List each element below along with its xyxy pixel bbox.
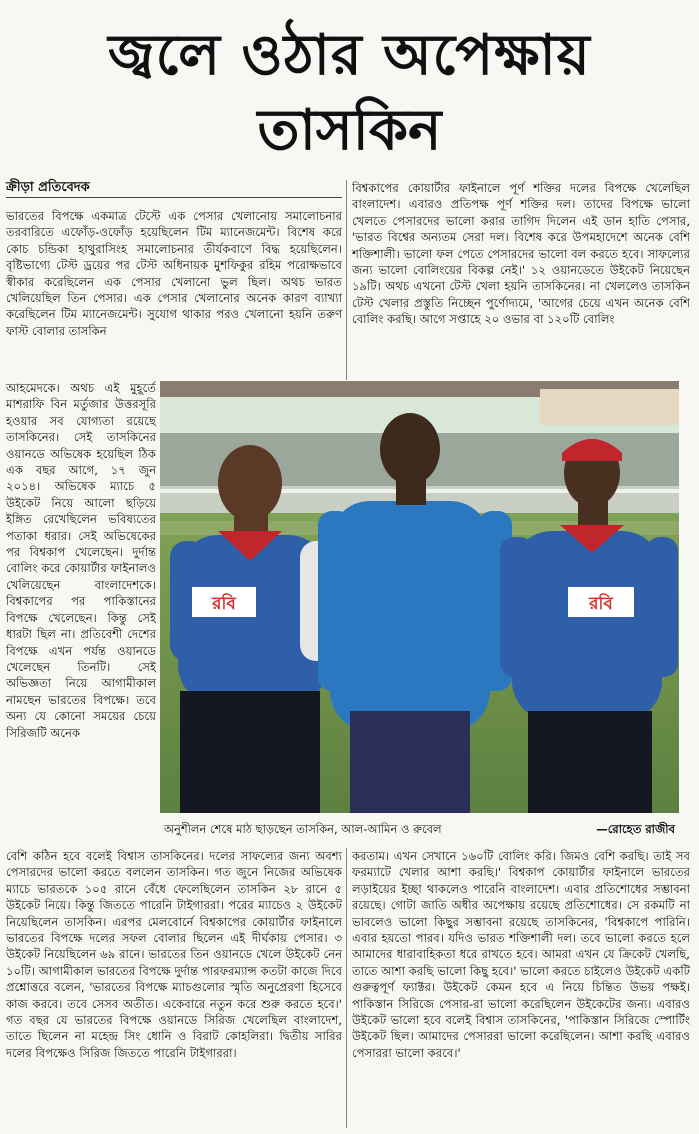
article-column-right-top: বিশ্বকাপের কোয়ার্টার ফাইনালে পূর্ণ শক্তির দলের বিপক্ষে খেলেছিল বাংলাদেশ। এবারও প্রতিপক্ষ পূর্ণ শক্তির দল। তাদের বিপক্ষে ভালো খেলতে পেসারদের ভালো করার তাগিদ দিলেন এই ডান হাতি পেসার, 'ভারত বিশ্বের অন্যতম সেরা দল। বিশেষ করে উপমহাদেশে অনেক বেশি শক্তিশালী। ভালো ফল পেতে পেসারদের ভালো বল করতে হবে। সাফল্যের জন্য ভালো বোলিংয়ের বিকল্প নেই।' ১২ ওয়ানডেতে উইকেট নিয়েছেন ১৯টি। অথচ এখনো টেস্ট খেলা হয়নি তাসকিনের। না খেললেও তাসকিন টেস্ট খেলার প্রস্তুতি নিচ্ছেন পুর্ণোদ্যমে, 'আগের চেয়ে এখন অনেক বেশি বোলিং করছি। আগে সপ্তাহে ২০ ওভার বা ১২০টি বোলিং [352, 181, 690, 327]
article-column-left-top [6, 208, 342, 339]
photo-caption-bar [160, 815, 679, 843]
article-narrow-column: আহমেদকে। অথচ এই মুহূর্তে মাশরাফি বিন মর্তুজার উত্তরসূরি হওয়ার সব যোগ্যতা রয়েছে তাসকিনের। সেই তাসকিনের ওয়ানডে অভিষেক হয়েছিল ঠিক এক বছর আগে, ১৭ জুন ২০১৪। অভিষেক ম্যাচে ৫ উইকেট নিয়ে আলো ছড়িয়ে ইঙ্গিত রেখেছিলেন ভবিষ্যতের পতাকা ধরার। সেই অভিষেকের পর বিশ্বকাপ খেলেছেন। দুর্দান্ত বোলিং করে কোয়ার্টার ফাইনালও খেলিয়েছেন বাংলাদেশকে। বিশ্বকাপের পর পাকিস্তানের বিপক্ষে খেলেছেন। কিন্তু সেই ধারটা ছিল না। প্রতিবেশী দেশের বিপক্ষে এখন পর্যন্ত ওয়ানডে খেলেছেন তিনটি। সেই অভিজ্ঞতা নিয়ে আগামীকাল নামছেন ভারতের বিপক্ষে। তবে অন্য যে কোনো সময়ের চেয়ে সিরিজটি অনেক [6, 381, 156, 740]
sponsor-logo-text: রবি [589, 594, 613, 614]
article-column-right-bottom: করতাম। এখন সেখানে ১৬০টি বোলিং করি। জিমও বেশি করছি। তাই সব ফরম্যাটে খেলার আশা করছি।' বিশ্বকাপ কোয়ার্টার ফাইনালে ভারতের লড়াইয়ের ইচ্ছা থাকলেও পারেনি বাংলাদেশ। এবার প্রতিশোধের সম্ভাবনা রয়েছে। গোটা জাতি অধীর অপেক্ষায় রয়েছে প্রতিশোধের। সে রকমটি না ভাবলেও ভালো কিছুর সম্ভাবনা রয়েছে তাসকিনের, 'বিশ্বকাপে পারিনি। এবার হয়তো পারব। যদিও ভারত শক্তিশালী দল। তবে ভালো করতে হলে আমাদের ধারাবাহিকতা ধরে রাখতে হবে। আমরা এখন যে ক্রিকেট খেলছি, তাতে আশা করছি ভালো কিছু হবে।' ভালো করতে চাইলেও উইকেট একটি গুরুত্বপূর্ণ ফ্যাক্টর। উইকেট কেমন হবে এ নিয়ে চিন্তিত উভয় পক্ষই। পাকিস্তান সিরিজে পেসার-রা ভালো করেছিলেন উইকেটের জন্য। এবারও উইকেট ভালো হবে বলেই বিশ্বাস তাসকিনের, 'পাকিস্তান সিরিজে স্পোর্টিং উইকেট ছিল। আমাদের পেসাররা ভালো করেছিলেন। আশা করছি এবারও পেসাররা ভালো করবে।' [352, 849, 690, 1060]
headline-line-1: জ্বলে ওঠার অপেক্ষায় [108, 22, 591, 88]
headline-line-2: তাসকিন [257, 97, 442, 163]
photo-caption: অনুশীলন শেষে মাঠ ছাড়ছেন তাসকিন, আল-আমিন ও রুবেল [164, 822, 442, 836]
byline-divider [6, 197, 342, 198]
column-divider [346, 180, 347, 380]
column-divider [346, 848, 347, 1128]
byline: ক্রীড়া প্রতিবেদক [6, 180, 90, 195]
players-photo-illustration [160, 381, 679, 813]
article-column-left-bottom: বেশি কঠিন হবে বলেই বিশ্বাস তাসকিনের। দলের সাফল্যের জন্য অবশ্য পেসারদের ভালো করতে বললেন তাসকিন। গত জুনে নিজের অভিষেক ম্যাচে ভারতকে ১০৫ রানে বেঁধে ফেলেছিলেন তাসকিন ২৮ রানে ৫ উইকেট নিয়ে। কিন্তু জিততে পারেনি টাইগাররা। পরের ম্যাচেও ২ উইকেট নিয়েছিলেন তাসকিন। এরপর মেলবোর্নে বিশ্বকাপের কোয়ার্টার ফাইনালে ভারতের বিপক্ষে দলের সফল বোলার ছিলেন এই দীর্ঘকায় পেসার। ৩ উইকেট নিয়েছিলেন ৬৯ রানে। ভারতের তিন ওয়ানডে খেলে উইকেট নেন ১০টি। আগামীকাল ভারতের বিপক্ষে দুর্দান্ত পারফরম্যান্স কতটা কাজে দিবে প্রশ্নোত্তরে বলেন, 'ভারতের বিপক্ষে ম্যাচগুলোর স্মৃতি অনুপ্রেরণা হিসেবে কাজ করবে। তবে সেসব অতীত। একেবারে নতুন করে শুরু করতে হবে।' গত বছর যে ভারতের বিপক্ষে ওয়ানডে সিরিজ খেলেছিল বাংলাদেশ, তাতে ছিলেন না মহেন্দ্র সিং ধোনি ও বিরাট কোহলিরা। দ্বিতীয় সারির দলের বিপক্ষেও সিরিজ জিততে পারেনি টাইগাররা। [6, 849, 342, 1060]
paragraph: ভারতের বিপক্ষে একমাত্র টেস্টে এক পেসার খেলানোয় সমালোচনার তরবারিতে এফোঁড়-ওফোঁড় হয়েছিলেন টিম ম্যানেজমেন্ট। বিশেষ করে কোচ চন্ডিকা হাথুরাসিংহ সমালোচনার তীর্যকবাণে বিদ্ধ হয়েছিলেন। বৃষ্টিভাগ্যে টেস্ট ড্রয়ের পর টেস্ট অধিনায়ক মুশফিকুর রহিম পরোক্ষভাবে স্বীকার করেছিলেন এক পেসার খেলানো ভুল ছিল। অথচ ভারত খেলিয়েছিল তিন পেসার। এক পেসার খেলানোর অনেক কারণ ব্যাখ্যা করেছিলেন টিম ম্যানেজমেন্ট। সুযোগ থাকার পরও খেলানো হয়নি তরুণ ফাস্ট বোলার তাসকিন [6, 209, 342, 338]
photo-credit: —রোহেত রাজীব [596, 822, 675, 836]
sponsor-logo-text: রবি [212, 594, 236, 614]
news-photo [160, 381, 679, 813]
